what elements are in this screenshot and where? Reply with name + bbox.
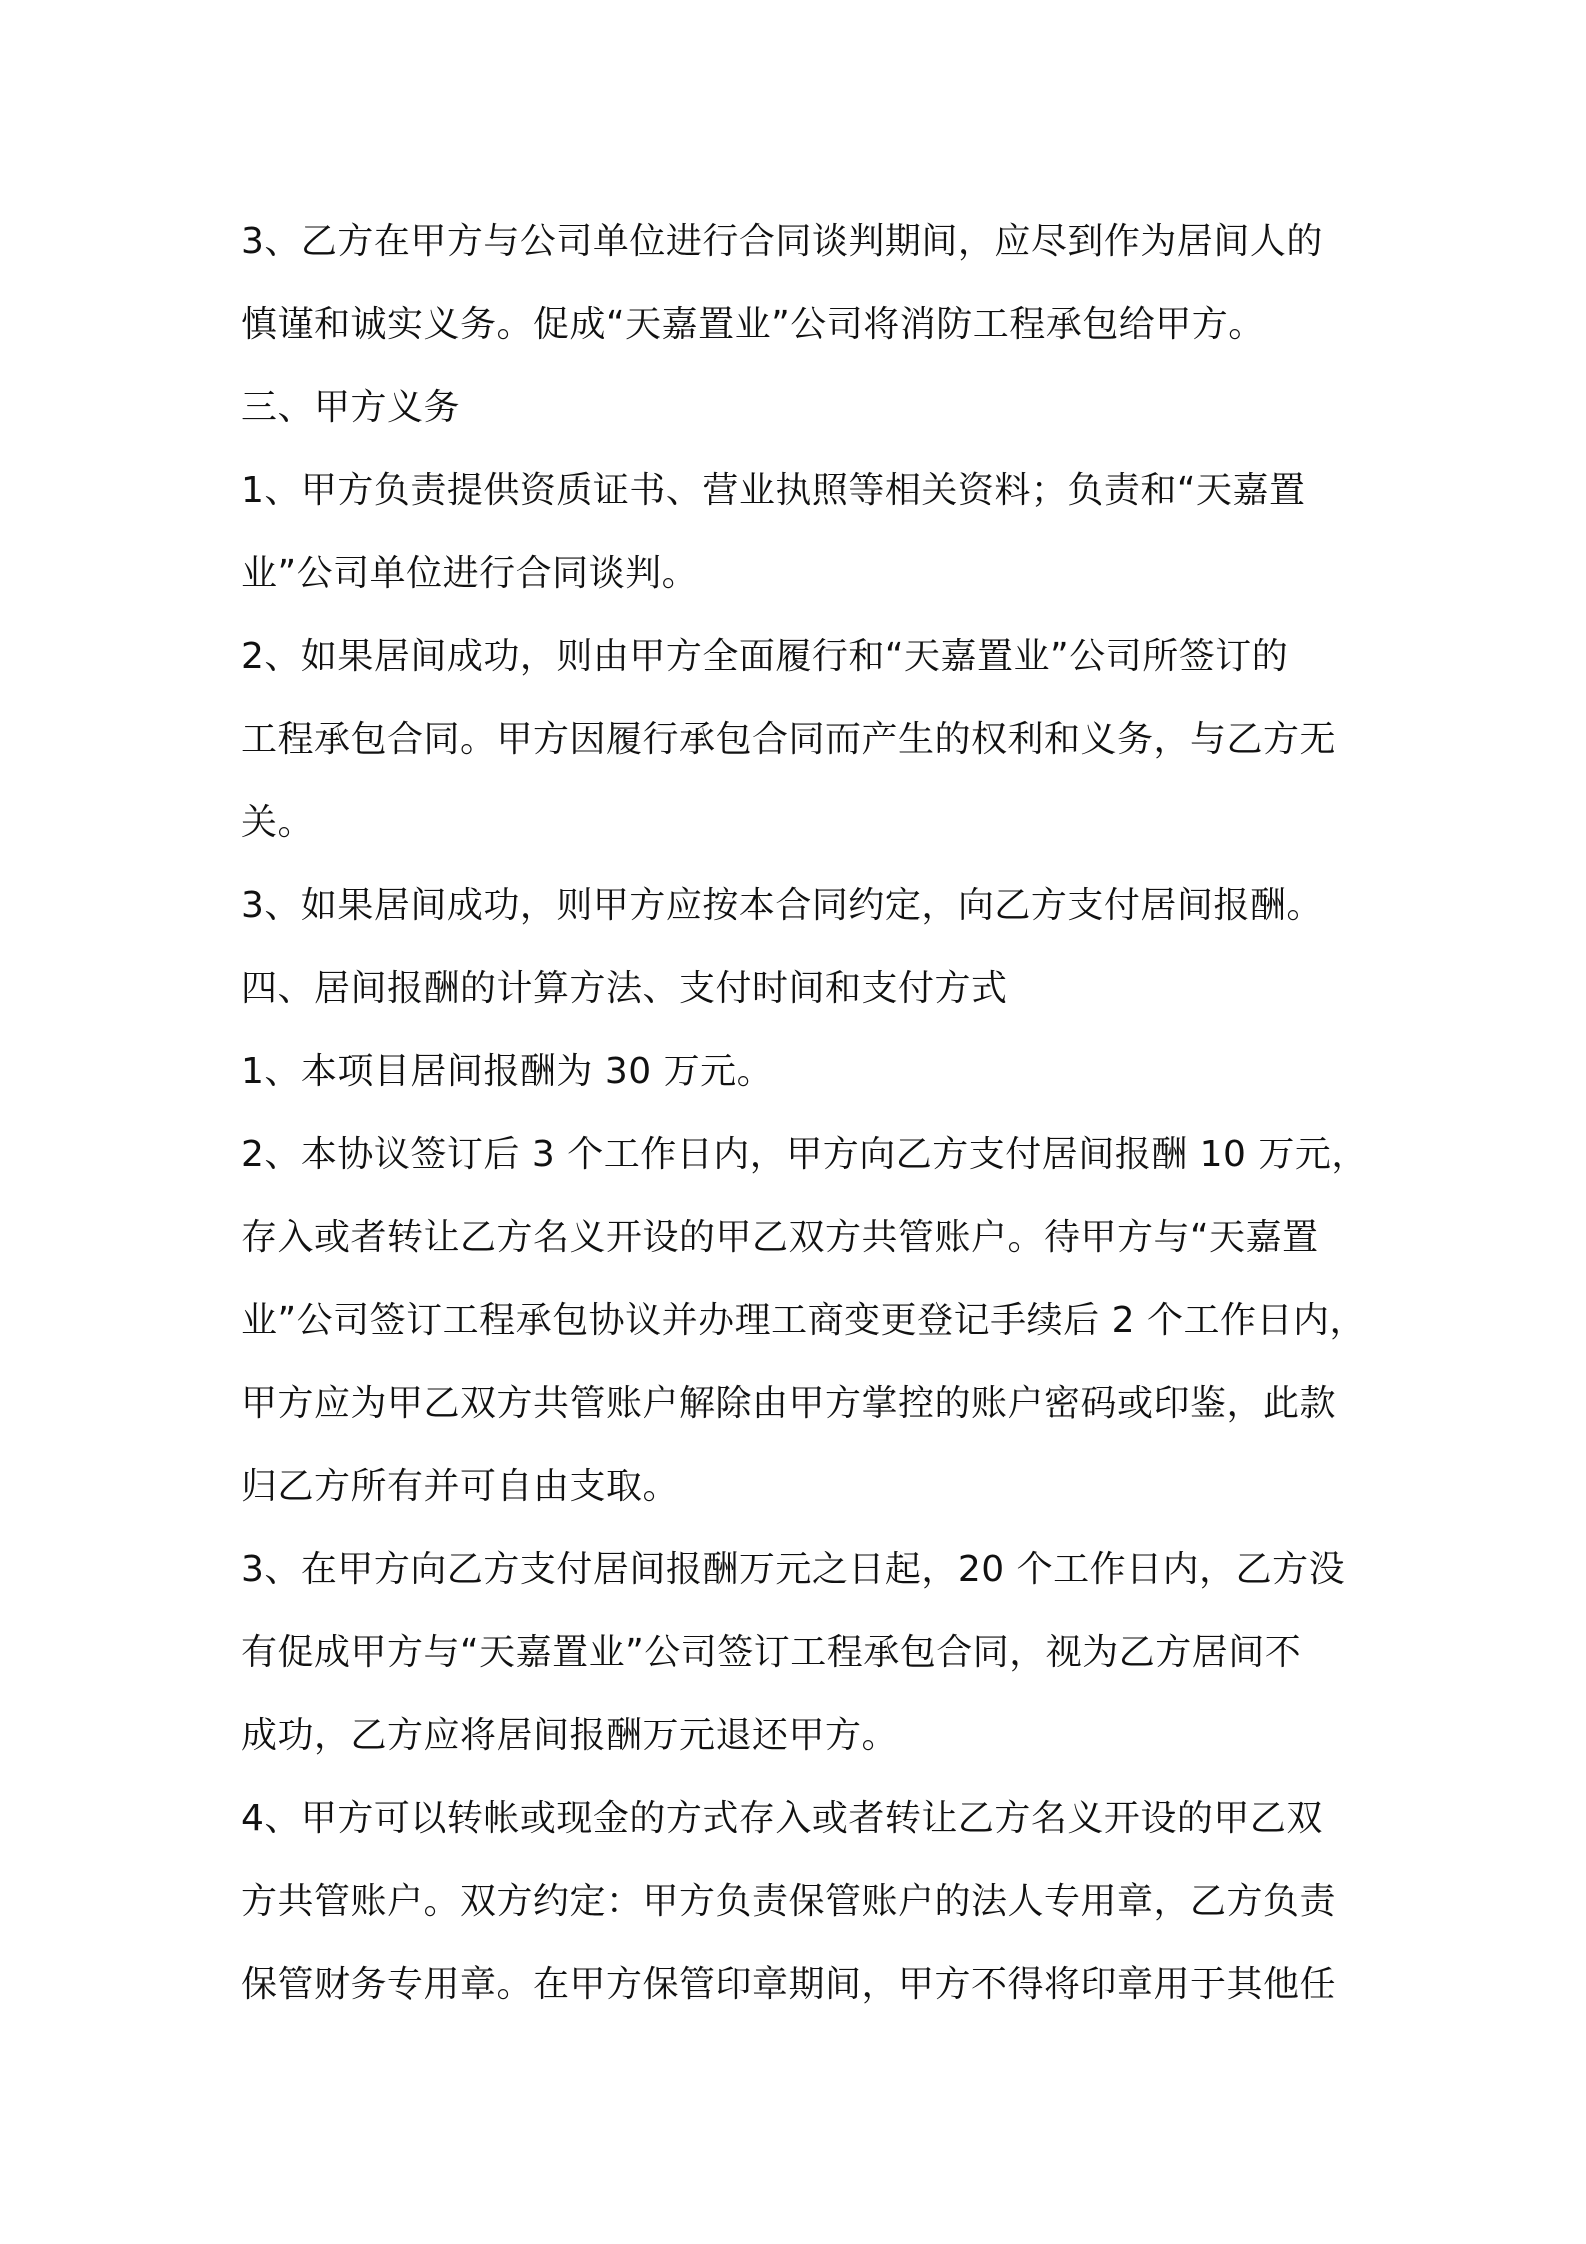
text-line: 3、在甲方向乙方支付居间报酬万元之日起，20 个工作日内，乙方没 (241, 1549, 1346, 1590)
text-line: 保管财务专用章。在甲方保管印章期间，甲方不得将印章用于其他任 (241, 1964, 1337, 2005)
text-line: 成功，乙方应将居间报酬万元退还甲方。 (241, 1715, 899, 1756)
section-heading: 三、甲方义务 (241, 387, 461, 428)
text-line: 2、如果居间成功，则由甲方全面履行和“天嘉置业”公司所签订的 (241, 636, 1289, 677)
text-line: 慎谨和诚实义务。促成“天嘉置业”公司将消防工程承包给甲方。 (241, 304, 1265, 345)
text-line: 2、本协议签订后 3 个工作日内，甲方向乙方支付居间报酬 10 万元， (241, 1134, 1368, 1175)
text-line: 业”公司签订工程承包协议并办理工商变更登记手续后 2 个工作日内， (241, 1300, 1366, 1341)
text-line: 归乙方所有并可自由支取。 (241, 1466, 680, 1507)
text-line: 业”公司单位进行合同谈判。 (241, 553, 699, 594)
text-line: 3、乙方在甲方与公司单位进行合同谈判期间，应尽到作为居间人的 (241, 221, 1323, 262)
text-line: 1、甲方负责提供资质证书、营业执照等相关资料；负责和“天嘉置 (241, 470, 1306, 511)
section-heading: 四、居间报酬的计算方法、支付时间和支付方式 (241, 968, 1008, 1009)
text-line: 有促成甲方与“天嘉置业”公司签订工程承包合同，视为乙方居间不 (241, 1632, 1302, 1673)
document-body (241, 200, 1371, 2026)
text-line: 工程承包合同。甲方因履行承包合同而产生的权利和义务，与乙方无 (241, 719, 1337, 760)
text-line: 方共管账户。双方约定：甲方负责保管账户的法人专用章，乙方负责 (241, 1881, 1337, 1922)
text-line: 4、甲方可以转帐或现金的方式存入或者转让乙方名义开设的甲乙双 (241, 1798, 1323, 1839)
text-line: 关。 (241, 802, 315, 843)
text-line: 存入或者转让乙方名义开设的甲乙双方共管账户。待甲方与“天嘉置 (241, 1217, 1319, 1258)
text-line: 1、本项目居间报酬为 30 万元。 (241, 1051, 774, 1092)
text-line: 甲方应为甲乙双方共管账户解除由甲方掌控的账户密码或印鉴，此款 (241, 1383, 1337, 1424)
text-line: 3、如果居间成功，则甲方应按本合同约定，向乙方支付居间报酬。 (241, 885, 1323, 926)
